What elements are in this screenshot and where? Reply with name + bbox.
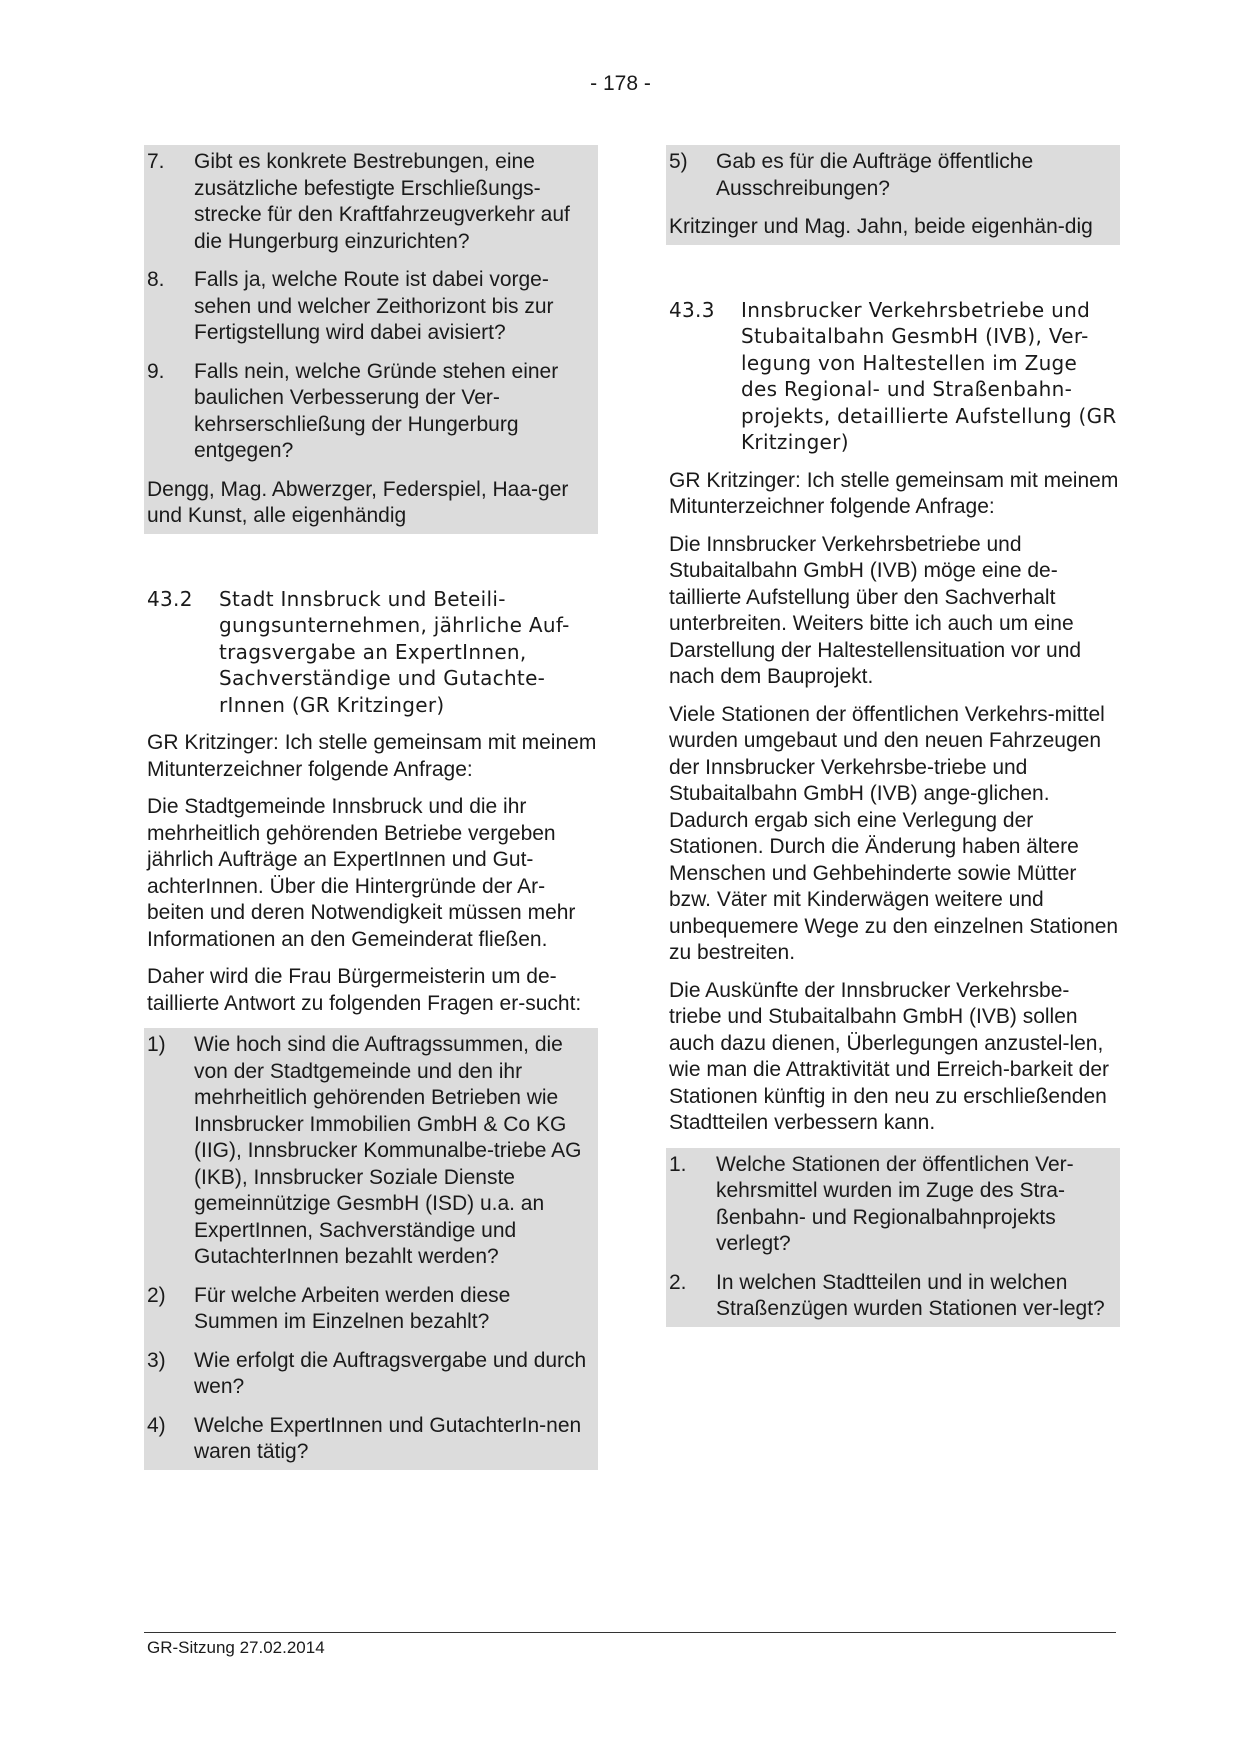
item-number: 8. — [147, 268, 165, 291]
question-box-right-bottom — [666, 1148, 1120, 1327]
paragraph: Die Auskünfte der Innsbrucker Verkehrsbe-triebe und Stubaitalbahn GmbH (IVB) sollen auch dazu dienen, Überlegungen anzustel-len, wie man die Attraktivität und Erreich-barkeit der Stationen künftig in den neu zu erschließenden Stadtteilen verbessern kann. — [669, 978, 1110, 1134]
item-number: 4) — [147, 1413, 166, 1437]
item-number: 2) — [147, 1283, 166, 1307]
left-column — [144, 145, 598, 1470]
list-item — [147, 267, 598, 347]
paragraph: Die Innsbrucker Verkehrsbetriebe und Stubaitalbahn GmbH (IVB) möge eine de-taillierte Aufstellung über den Sachverhalt unterbreiten. Weiters bitte ich auch um eine Darstellung der Haltestellensituation vor und nach dem Bauprojekt. — [669, 532, 1082, 688]
footer-text: GR-Sitzung 27.02.2014 — [147, 1638, 325, 1657]
item-number: 5) — [669, 150, 688, 173]
question-box-left-bottom — [144, 1028, 598, 1470]
section-title: Innsbrucker Verkehrsbetriebe und Stubaitalbahn GesmbH (IVB), Ver-legung von Haltestellen im Zuge des Regional- und Straßenbahn-projekts, detaillierte Aufstellung (GR Kritzinger) — [741, 297, 1117, 454]
list-item — [147, 1413, 598, 1466]
item-text: Gab es für die Aufträge öffentliche Ausschreibungen? — [716, 150, 1034, 200]
item-text: In welchen Stadtteilen und in welchen Straßenzügen wurden Stationen ver-legt? — [716, 1270, 1105, 1320]
section-number: 43.2 — [147, 586, 193, 611]
item-text: Für welche Arbeiten werden diese Summen im Einzelnen bezahlt? — [194, 1283, 511, 1333]
item-text: Wie hoch sind die Auftragssummen, die von der Stadtgemeinde und den ihr mehrheitlich gehörenden Betrieben wie Innsbrucker Immobilien GmbH & Co KG (IIG), Innsbrucker Kommunalbe-triebe AG (IKB), Innsbrucker Soziale Dienste gemeinnützige GesmbH (ISD) u.a. an ExpertInnen, Sachverständige und GutachterInnen bezahlt werden? — [194, 1033, 582, 1268]
item-text: Falls ja, welche Route ist dabei vorge-sehen und welcher Zeithorizont bis zur Fertigstellung wird dabei avisiert? — [194, 268, 554, 344]
item-number: 3) — [147, 1348, 166, 1372]
page-number: - 178 - — [590, 72, 651, 95]
item-text: Falls nein, welche Gründe stehen einer baulichen Verbesserung der Ver-kehrserschließung der Hungerburg entgegen? — [194, 359, 559, 462]
list-item — [147, 149, 598, 255]
item-text: Welche ExpertInnen und GutachterIn-nen waren tätig? — [194, 1413, 582, 1463]
item-text: Wie erfolgt die Auftragsvergabe und durch wen? — [194, 1348, 587, 1398]
section-heading-43-3 — [666, 297, 1120, 456]
right-column — [666, 145, 1120, 1327]
list-item — [669, 1270, 1120, 1323]
question-box-left-top — [144, 145, 598, 534]
section-heading-43-2 — [144, 586, 598, 719]
item-text: Welche Stationen der öffentlichen Ver-kehrsmittel wurden im Zuge des Stra-ßenbahn- und Regionalbahnprojekts verlegt? — [716, 1152, 1074, 1255]
footer-divider — [144, 1632, 1116, 1633]
list-item — [147, 1348, 598, 1401]
item-number: 7. — [147, 150, 165, 173]
paragraph: GR Kritzinger: Ich stelle gemeinsam mit meinem Mitunterzeichner folgende Anfrage: — [147, 731, 597, 781]
signature: Dengg, Mag. Abwerzger, Federspiel, Haa-ger und Kunst, alle eigenhändig — [147, 477, 569, 527]
item-number: 1. — [669, 1152, 687, 1176]
item-number: 9. — [147, 359, 165, 383]
signature: Kritzinger und Mag. Jahn, beide eigenhän-dig — [669, 215, 1093, 238]
list-item — [669, 1152, 1120, 1258]
item-number: 2. — [669, 1270, 687, 1294]
paragraph: Die Stadtgemeinde Innsbruck und die ihr mehrheitlich gehörenden Betriebe vergeben jährlich Aufträge an ExpertInnen und Gut-achterInnen. Über die Hintergründe der Ar-beiten und deren Notwendigkeit müssen mehr Informationen an den Gemeinderat fließen. — [147, 795, 576, 951]
list-item — [147, 1032, 598, 1271]
list-item — [669, 149, 1120, 202]
question-box-right-top — [666, 145, 1120, 245]
item-number: 1) — [147, 1033, 166, 1056]
paragraph: Daher wird die Frau Bürgermeisterin um de-taillierte Antwort zu folgenden Fragen er-sucht: — [147, 965, 582, 1015]
item-text: Gibt es konkrete Bestrebungen, eine zusätzliche befestigte Erschließungs-strecke für den Kraftfahrzeugverkehr auf die Hungerburg einzurichten? — [194, 150, 570, 253]
paragraph: Viele Stationen der öffentlichen Verkehrs-mittel wurden umgebaut und den neuen Fahrzeugen der Innsbrucker Verkehrsbe-triebe und Stubaitalbahn GmbH (IVB) ange-glichen. Dadurch ergab sich eine Verlegung der Stationen. Durch die Änderung haben ältere Menschen und Gehbehinderte sowie Mütter bzw. Väter mit Kinderwägen weitere und unbequemere Wege zu den einzelnen Stationen zu bestreiten. — [669, 702, 1119, 964]
section-title: Stadt Innsbruck und Beteili-gungsunternehmen, jährliche Auf-tragsvergabe an ExpertInnen, Sachverständige und Gutachte-rInnen (GR Kritzinger) — [219, 586, 570, 717]
paragraph: GR Kritzinger: Ich stelle gemeinsam mit meinem Mitunterzeichner folgende Anfrage: — [669, 468, 1119, 518]
section-number: 43.3 — [669, 297, 715, 322]
list-item — [147, 359, 598, 465]
list-item — [147, 1283, 598, 1336]
